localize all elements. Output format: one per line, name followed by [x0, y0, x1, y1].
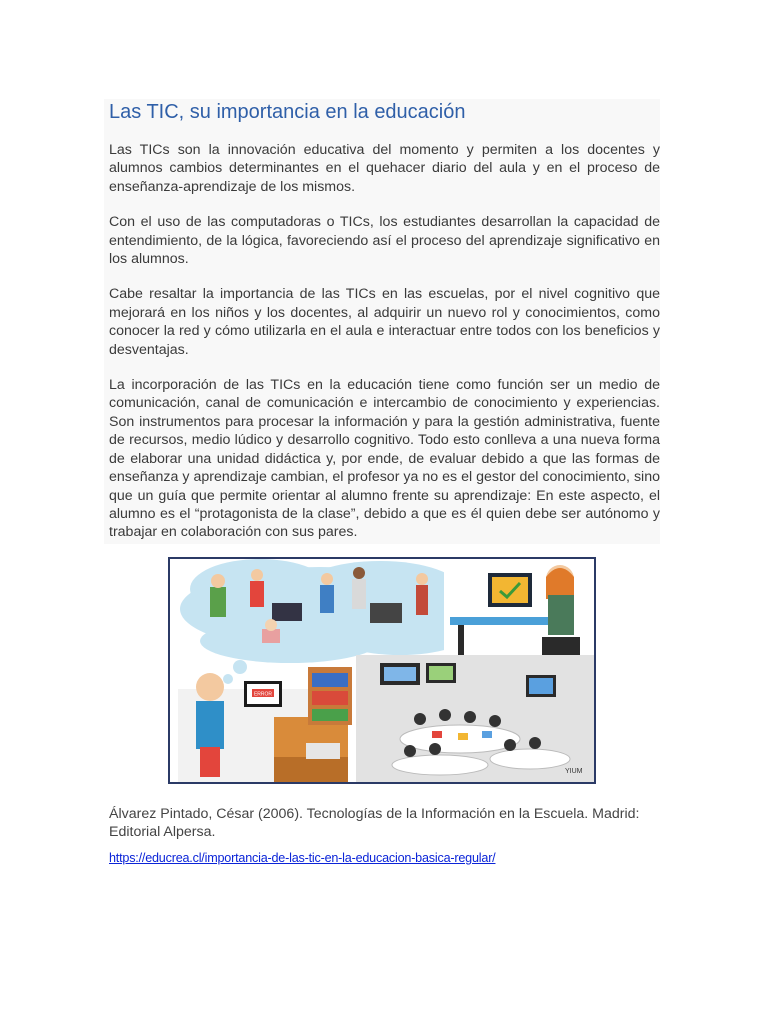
article-block — [104, 99, 660, 544]
paragraph-1: Las TICs son la innovación educativa del momento y permiten a los docentes y alumnos cambios determinantes en el quehacer diario del aula y en el proceso de enseñanza-aprendizaje de los mismos. — [109, 142, 660, 195]
paragraph-3: Cabe resaltar la importancia de las TICs en las escuelas, por el nivel cognitivo que mejorará en los niños y los docentes, al adquirir un nuevo rol y conocimientos, como conocer la red y cómo utilizarla en el aula e interactuar entre todos con los beneficios y desventajas. — [109, 286, 660, 358]
source-link[interactable]: https://educrea.cl/importancia-de-las-tic-en-la-educacion-basica-regular/ — [109, 851, 496, 865]
screen-label: ERROR — [253, 691, 273, 698]
teacher-with-monitor — [444, 559, 594, 669]
classroom-scene — [356, 655, 594, 782]
paragraph-2: Con el uso de las computadoras o TICs, los estudiantes desarrollan la capacidad de entendimiento, de la lógica, favoreciendo así el proceso del aprendizaje significativo en los alumnos. — [109, 214, 660, 268]
illustration-signature: YIUM — [565, 768, 583, 775]
paragraph-4: La incorporación de las TICs en la educación tiene como función ser un medio de comunicación, canal de comunicación e intercambio de conocimiento y experiencias. Son instrumentos para procesar la información y para la gestión administrativa, fuente de recursos, medio lúdico y desarrollo cognitivo. Todo esto conlleva a una nueva forma de elaborar una unidad didáctica y, por ende, de evaluar debido a que las formas de enseñanza y aprendizaje cambian, el profesor ya no es el gestor del conocimiento, sino que un guía que permite orientar al alumno frente su aprendizaje: En este aspecto, el alumno es el “protagonista de la clase”, debido a que es él quien debe ser autónomo y trabajar en colaboración con sus pares. — [109, 377, 660, 541]
bookshelf — [308, 667, 352, 725]
article-title: Las TIC, su importancia en la educación — [109, 101, 466, 123]
bibliographic-citation: Álvarez Pintado, César (2006). Tecnologías de la Información en la Escuela. Madrid: Editorial Alpersa. — [109, 806, 640, 840]
classroom-ict-illustration — [168, 557, 596, 784]
